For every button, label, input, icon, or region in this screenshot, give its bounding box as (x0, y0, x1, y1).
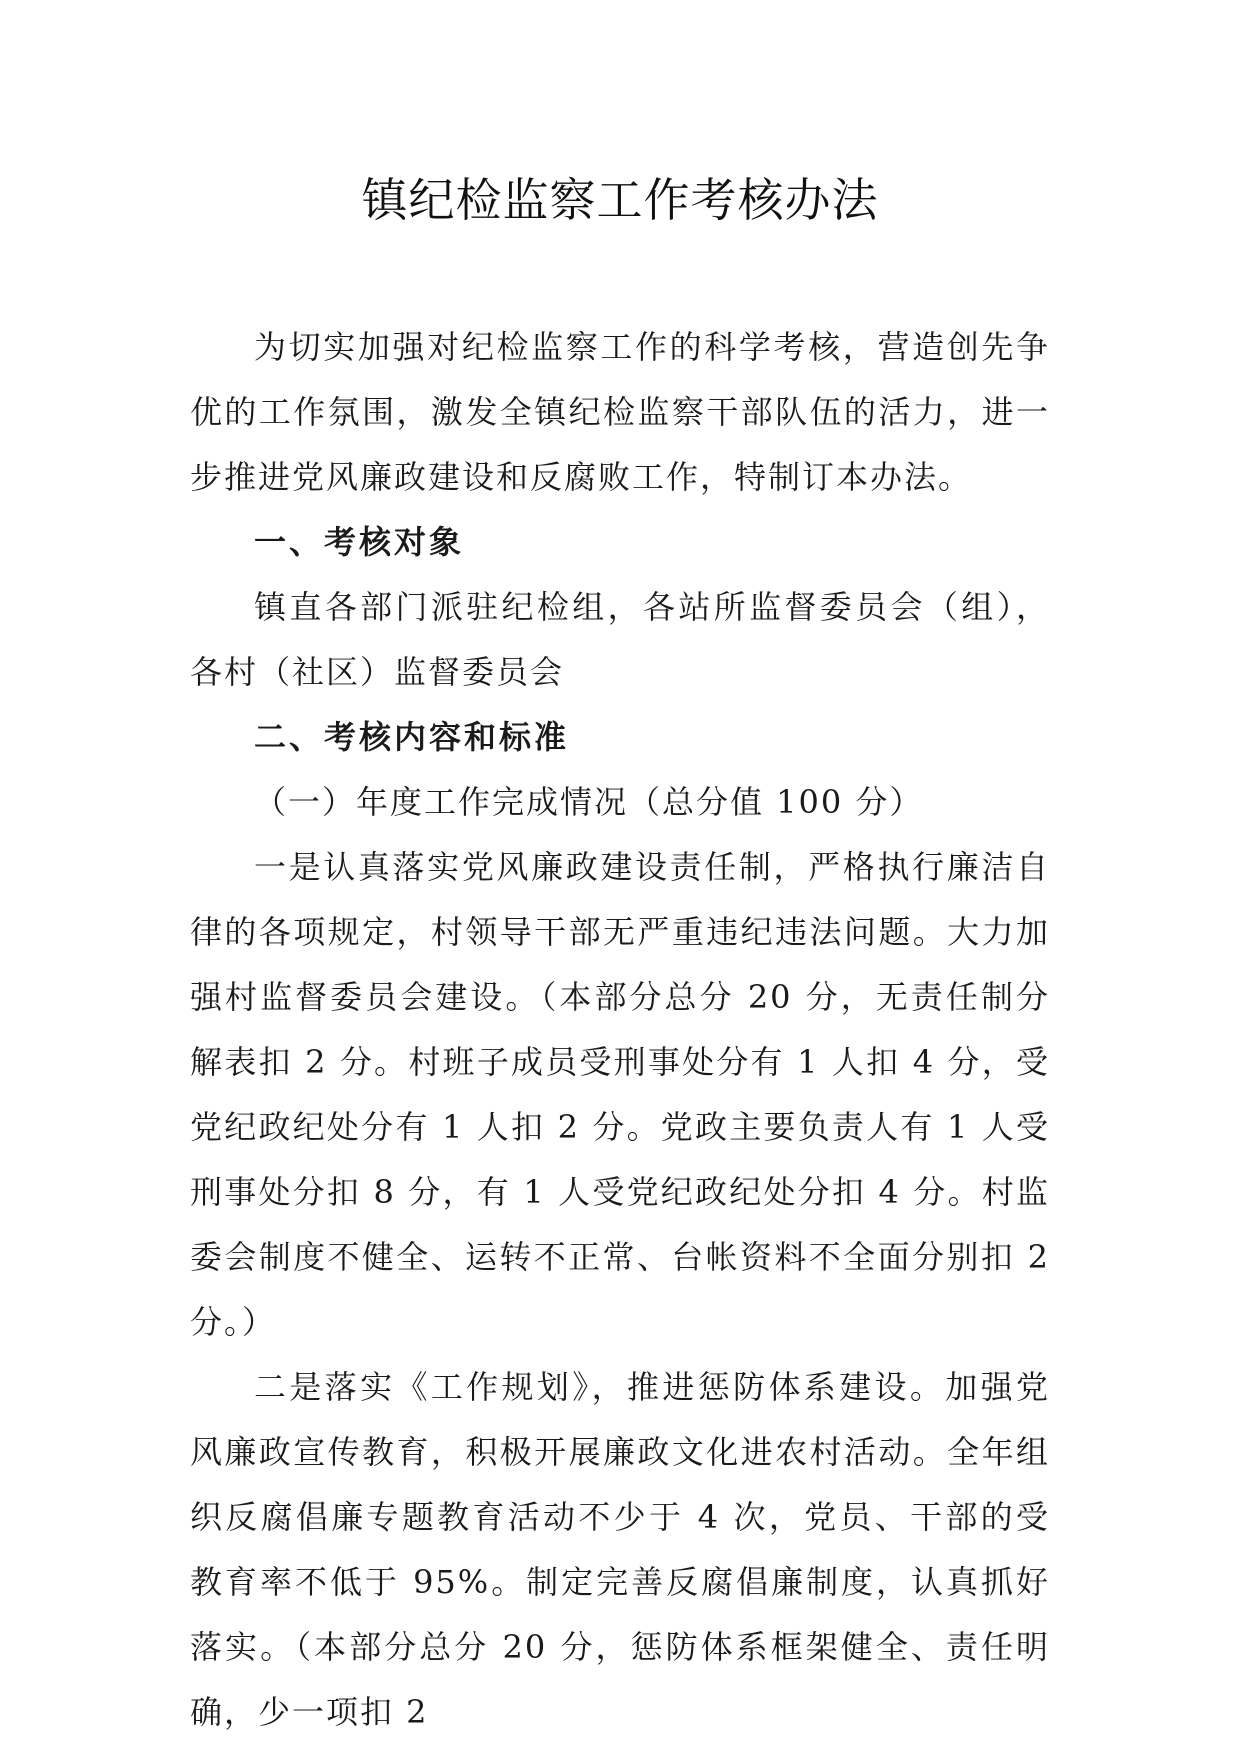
document-body (190, 315, 1050, 1745)
item-one-paragraph: 一是认真落实党风廉政建设责任制，严格执行廉洁自律的各项规定，村领导干部无严重违纪违法问题。大力加强村监督委员会建设。（本部分总分 20 分，无责任制分解表扣 2 分。村班子成员受刑事处分有 1 人扣 4 分，受党纪政纪处分有 1 人扣 2 分。党政主要负责人有 1 人受刑事处分扣 8 分，有 1 人受党纪政纪处分扣 4 分。村监委会制度不健全、运转不正常、台帐资料不全面分别扣 2 分。） (190, 848, 1050, 1341)
objects-paragraph: 镇直各部门派驻纪检组，各站所监督委员会（组），各村（社区）监督委员会 (190, 588, 1050, 691)
section-heading-objects: 一、考核对象 (254, 523, 465, 561)
intro-paragraph: 为切实加强对纪检监察工作的科学考核，营造创先争优的工作氛围，激发全镇纪检监察干部队伍的活力，进一步推进党风廉政建设和反腐败工作，特制订本办法。 (190, 328, 1050, 496)
subsection-heading-annual: （一）年度工作完成情况（总分值 100 分） (254, 783, 924, 821)
item-two-paragraph: 二是落实《工作规划》，推进惩防体系建设。加强党风廉政宣传教育，积极开展廉政文化进农村活动。全年组织反腐倡廉专题教育活动不少于 4 次，党员、干部的受教育率不低于 95%。制定完善反腐倡廉制度，认真抓好落实。（本部分总分 20 分，惩防体系框架健全、责任明确，少一项扣 2 (190, 1368, 1050, 1731)
section-heading-content: 二、考核内容和标准 (254, 718, 570, 756)
document-title: 镇纪检监察工作考核办法 (361, 173, 879, 227)
